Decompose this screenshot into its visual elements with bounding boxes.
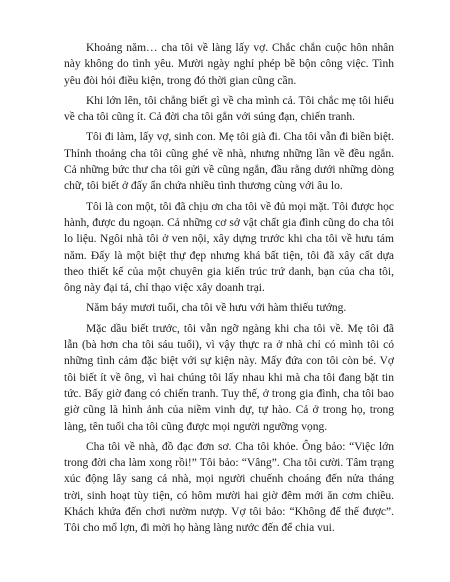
paragraph: Khoảng năm… cha tôi về làng lấy vợ. Chắc chắn cuộc hôn nhân này không do tình yêu. Mười ngày nghỉ phép bề bộn công việc. Tình yêu đòi hỏi điều kiện, trong đó thời gian cũng cần. xyxy=(64,42,394,87)
document-page xyxy=(64,40,394,541)
paragraph: Tôi là con một, tôi đã chịu ơn cha tôi về đủ mọi mặt. Tôi được học hành, được du ngoạn. Cả những cơ sở vật chất gia đình cũng do cha tôi lo liệu. Ngôi nhà tôi ở ven nội, xây dựng trước khi cha tôi về hưu tám năm. Đấy là một biệt thự đẹp nhưng khá bất tiện, tôi đã xây cất dựa theo thiết kế của một chuyên gia kiến trúc trứ danh, bạn của cha tôi, ông này đại tá, chỉ thạo việc xây doanh trại. xyxy=(64,200,394,295)
paragraph: Tôi đi làm, lấy vợ, sinh con. Mẹ tôi già đi. Cha tôi vẫn đi biền biệt. Thỉnh thoảng cha tôi cũng ghé về nhà, nhưng những lần về đều ngắn. Cả những bức thư cha tôi gửi về cũng ngắn, đầu rằng dưới những dòng chữ, tôi biết ở đấy ẩn chứa nhiều tình thương cùng với âu lo. xyxy=(64,131,394,193)
paragraph: Năm bảy mươi tuổi, cha tôi về hưu với hàm thiếu tướng. xyxy=(86,302,347,315)
paragraph: Mặc dầu biết trước, tôi vẫn ngỡ ngàng khi cha tôi về. Mẹ tôi đã lẫn (bà hơn cha tôi sáu tuổi), vì vậy thực ra ở nhà chỉ có mình tôi có những tình cảm đặc biệt với sự kiện này. Mấy đứa con tôi còn bé. Vợ tôi biết ít về ông, vì hai chúng tôi lấy nhau khi mà cha tôi đang bặt tin tức. Bấy giờ đang có chiến tranh. Tuy thế, ở trong gia đình, cha tôi bao giờ cũng là hình ảnh của niềm vinh dự, tự hào. Cả ở trong họ, trong làng, tên tuổi cha tôi cũng được mọi người ngưỡng vọng. xyxy=(64,322,394,433)
paragraph: Khi lớn lên, tôi chẳng biết gì về cha mình cả. Tôi chắc mẹ tôi hiểu về cha tôi cũng ít. Cả đời cha tôi gắn với súng đạn, chiến tranh. xyxy=(64,94,394,124)
paragraph: Cha tôi về nhà, đồ đạc đơn sơ. Cha tôi khỏe. Ông bảo: “Việc lớn trong đời cha làm xong rồi!” Tôi bảo: “Vâng”. Cha tôi cười. Tâm trạng xúc động lây sang cả nhà, mọi người chuếnh choáng đến nửa tháng trời, sinh hoạt tùy tiện, có hôm mười hai giờ đêm mới ăn cơm chiều. Khách khứa đến chơi nườm nượp. Vợ tôi bảo: “Không để thế được”. Tôi cho mổ lợn, đi mời họ hàng làng nước đến để chia vui. xyxy=(64,440,394,535)
